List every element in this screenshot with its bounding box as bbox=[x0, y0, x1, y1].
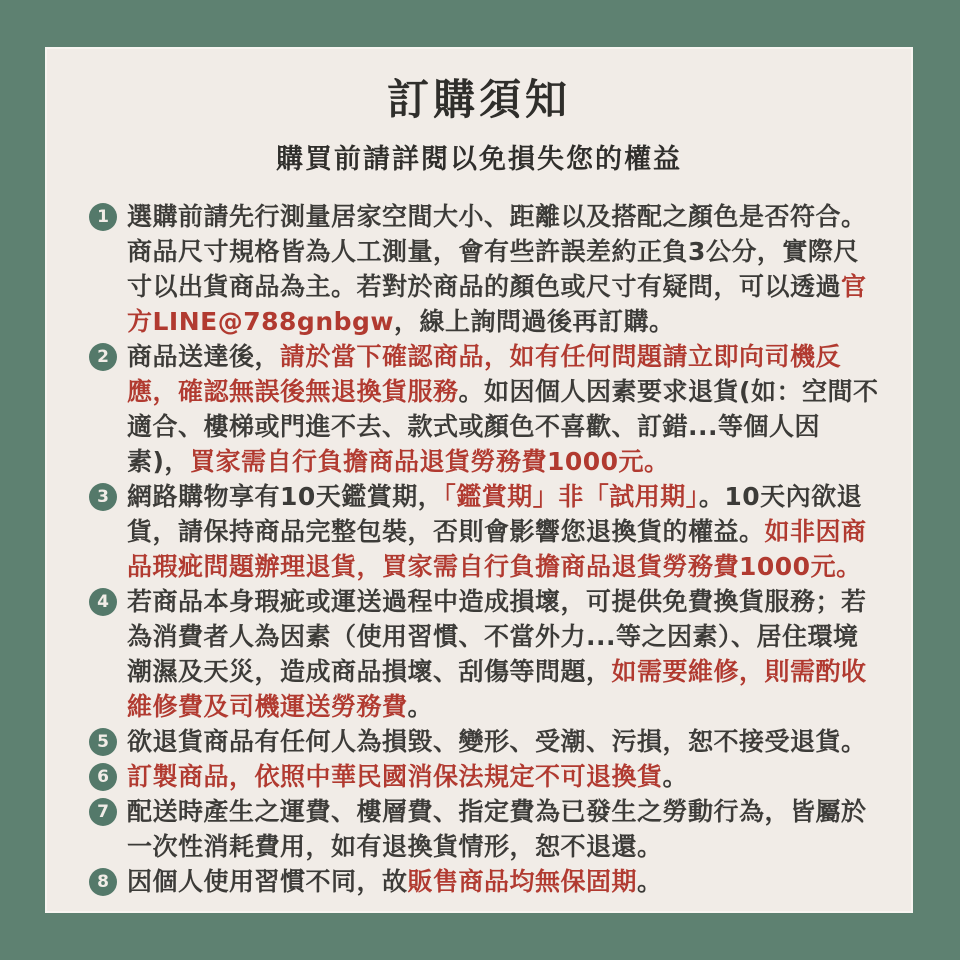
item-number-badge: 7 bbox=[89, 798, 117, 826]
notice-item bbox=[89, 479, 881, 584]
page-subtitle: 購買前請詳閱以免損失您的權益 bbox=[276, 144, 682, 176]
notice-text bbox=[127, 479, 881, 584]
notice-text bbox=[127, 339, 881, 479]
notice-item bbox=[89, 724, 881, 759]
notice-item bbox=[89, 864, 881, 899]
notice-text-segment: 如非因商品瑕疵問題辦理退貨，買家需自行負擔商品退貨勞務費1000元。 bbox=[127, 516, 867, 581]
notice-text-segment: ，線上詢問過後再訂購。 bbox=[394, 306, 675, 336]
item-number-badge: 6 bbox=[89, 763, 117, 791]
notice-panel bbox=[45, 47, 913, 913]
notice-item bbox=[89, 199, 881, 339]
item-number-badge: 4 bbox=[89, 588, 117, 616]
notice-text-segment: 訂製商品，依照中華民國消保法規定不可退換貨 bbox=[127, 761, 663, 791]
notice-text-segment: 。 bbox=[637, 866, 663, 896]
notice-text-segment: 買家需自行負擔商品退貨勞務費1000元。 bbox=[189, 446, 670, 476]
notice-text bbox=[127, 794, 881, 864]
notice-item bbox=[89, 584, 881, 724]
notice-text-segment: 如需要維修，則需酌收維修費及司機運送勞務費 bbox=[127, 656, 867, 721]
notice-text-segment: 因個人使用習慣不同，故 bbox=[127, 866, 408, 896]
notice-text-segment: 「鑑賞期」非「試用期」 bbox=[443, 481, 699, 511]
page-title: 訂購須知 bbox=[386, 75, 571, 124]
notice-item bbox=[89, 339, 881, 479]
notice-item bbox=[89, 759, 881, 794]
notice-text bbox=[127, 864, 881, 899]
notice-text bbox=[127, 584, 881, 724]
notice-list bbox=[45, 199, 913, 899]
notice-text-segment: 欲退貨商品有任何人為損毀、變形、受潮、污損，恕不接受退貨。 bbox=[127, 726, 867, 756]
notice-text bbox=[127, 724, 881, 759]
notice-text-segment: 配送時產生之運費、樓層費、指定費為已發生之勞動行為，皆屬於一次性消耗費用，如有退換貨情形，恕不退還。 bbox=[127, 796, 867, 861]
notice-text-segment: 請於當下確認商品，如有任何問題請立即向司機反應，確認無誤後無退換貨服務 bbox=[127, 341, 842, 406]
notice-item bbox=[89, 794, 881, 864]
notice-text-segment: 。 bbox=[662, 761, 689, 791]
notice-text-segment: 網路購物享有10天鑑賞期， bbox=[127, 481, 444, 511]
notice-text bbox=[127, 199, 881, 339]
notice-text bbox=[127, 759, 881, 794]
item-number-badge: 2 bbox=[89, 343, 117, 371]
notice-text-segment: 。如因個人因素要求退貨(如：空間不適合、樓梯或門進不去、款式或顏色不喜歡、訂錯...等個人因素)， bbox=[127, 376, 879, 476]
notice-text-segment: 。10天內欲退貨，請保持商品完整包裝，否則會影響您退換貨的權益。 bbox=[127, 481, 863, 546]
notice-text-segment: 官方LINE@788gnbgw bbox=[127, 271, 867, 336]
notice-text-segment: 商品送達後， bbox=[127, 341, 281, 371]
item-number-badge: 1 bbox=[89, 203, 117, 231]
item-number-badge: 5 bbox=[89, 728, 117, 756]
item-number-badge: 8 bbox=[89, 868, 117, 896]
notice-text-segment: 。 bbox=[407, 691, 434, 721]
notice-text-segment: 販售商品均無保固期 bbox=[407, 866, 638, 896]
notice-text-segment: 若商品本身瑕疵或運送過程中造成損壞，可提供免費換貨服務；若為消費者人為因素（使用習慣、不當外力...等之因素）、居住環境潮濕及天災，造成商品損壞、刮傷等問題， bbox=[127, 586, 867, 686]
item-number-badge: 3 bbox=[89, 483, 117, 511]
notice-text-segment: 選購前請先行測量居家空間大小、距離以及搭配之顏色是否符合。商品尺寸規格皆為人工測量，會有些許誤差約正負3公分，實際尺寸以出貨商品為主。若對於商品的顏色或尺寸有疑問，可以透過 bbox=[127, 201, 867, 301]
